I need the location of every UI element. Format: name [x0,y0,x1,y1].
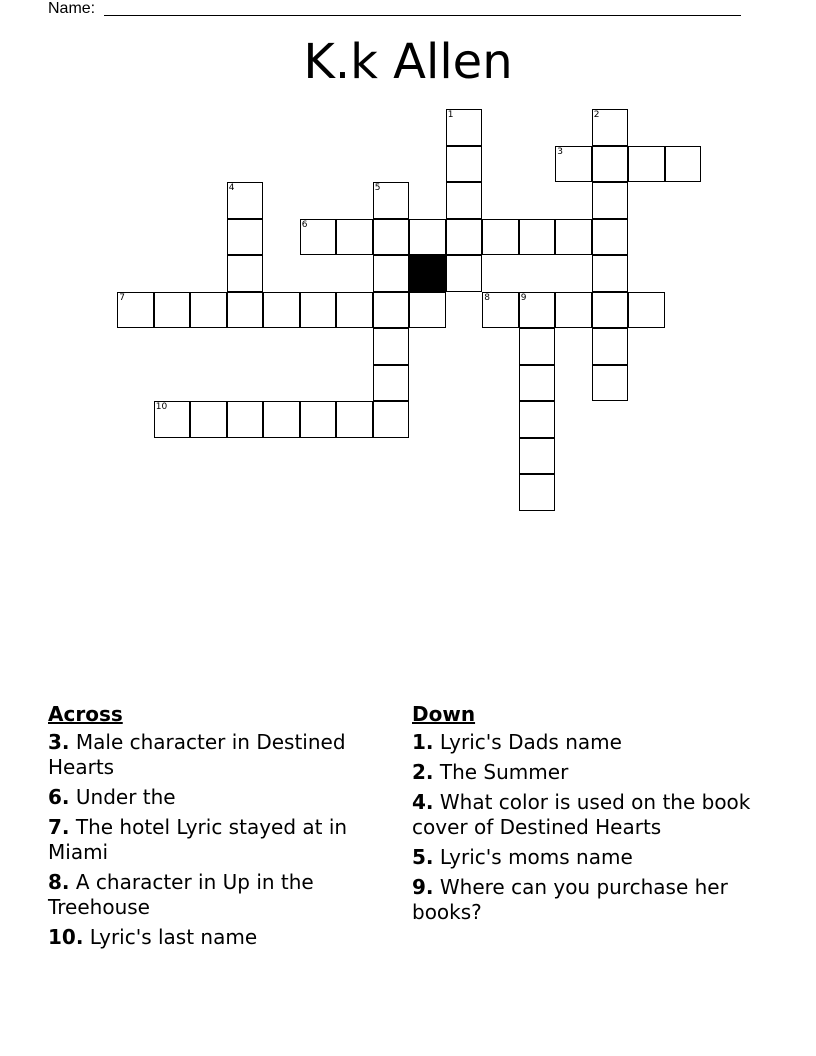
grid-cell[interactable] [227,292,264,329]
grid-cell[interactable] [263,401,300,438]
grid-cell[interactable] [300,292,337,329]
grid-cell[interactable] [555,146,592,183]
grid-cell[interactable] [446,255,483,292]
clue-number: 9. [412,875,434,899]
grid-cell[interactable] [592,146,629,183]
grid-cell[interactable] [592,292,629,329]
clue-item [412,875,772,925]
cell-number: 7 [119,292,125,303]
grid-cell[interactable] [482,292,519,329]
grid-cell[interactable] [446,219,483,256]
down-clues [412,702,772,930]
grid-cell[interactable] [482,219,519,256]
grid-cell[interactable] [373,365,410,402]
name-label: Name: [48,0,96,17]
grid-cell[interactable] [665,146,702,183]
clue-text: Lyric's Dads name [439,730,622,754]
grid-cell[interactable] [373,219,410,256]
grid-cell[interactable] [336,292,373,329]
clue-item [48,730,378,780]
grid-cell[interactable] [227,182,264,219]
clue-item [48,870,378,920]
grid-cell[interactable] [373,255,410,292]
grid-cell[interactable] [154,292,191,329]
grid-cell[interactable] [227,219,264,256]
cell-number: 5 [374,183,381,194]
clue-item [412,845,772,870]
clue-text: Male character in Destined Hearts [48,730,346,779]
grid-cell[interactable] [519,365,556,402]
across-clue-list [48,730,378,950]
grid-cell[interactable] [519,219,556,256]
grid-cell[interactable] [519,474,556,511]
grid-cell[interactable] [446,146,483,183]
clue-number: 5. [412,845,434,869]
clue-item [412,790,772,840]
clue-number: 10. [48,925,84,949]
clue-text: The hotel Lyric stayed at in Miami [48,815,348,864]
grid-cell[interactable] [227,255,264,292]
clue-item [48,925,378,950]
clue-number: 2. [412,760,434,784]
grid-cell[interactable] [336,219,373,256]
grid-cell[interactable] [190,401,227,438]
grid-cell[interactable] [373,182,410,219]
grid-cell[interactable] [592,328,629,365]
clue-item [48,815,378,865]
cell-number: 10 [155,402,168,413]
grid-cell[interactable] [555,219,592,256]
grid-cell[interactable] [555,292,592,329]
grid-cell[interactable] [373,292,410,329]
down-heading: Down [412,702,476,726]
page-title: K.k Allen [303,34,513,90]
grid-cell[interactable] [227,401,264,438]
down-clue-list [412,730,772,925]
clue-number: 3. [48,730,70,754]
cell-number: 4 [228,183,235,194]
grid-cell[interactable] [592,255,629,292]
cell-number: 8 [484,292,490,303]
clue-text: Where can you purchase her books? [412,875,728,924]
grid-cell[interactable] [154,401,191,438]
grid-cell[interactable] [263,292,300,329]
grid-cell[interactable] [592,365,629,402]
clue-number: 4. [412,790,434,814]
cell-number: 3 [557,146,563,157]
clue-text: Under the [75,785,176,809]
cell-number: 2 [593,110,600,121]
clue-item [48,785,378,810]
clue-number: 1. [412,730,434,754]
grid-cell[interactable] [628,146,665,183]
clue-text: Lyric's last name [89,925,258,949]
clue-text: Lyric's moms name [439,845,633,869]
clue-item [412,760,772,785]
grid-cell[interactable] [519,328,556,365]
clue-text: A character in Up in the Treehouse [48,870,314,919]
cell-number: 9 [520,292,527,303]
clue-text: What color is used on the book cover of Destined Hearts [412,790,751,839]
grid-cell[interactable] [190,292,227,329]
clue-number: 6. [48,785,70,809]
grid-cell[interactable] [373,401,410,438]
grid-cell[interactable] [628,292,665,329]
clue-item [412,730,772,755]
grid-cell[interactable] [117,292,154,329]
grid-cell[interactable] [519,292,556,329]
grid-cell[interactable] [446,182,483,219]
grid-cell[interactable] [519,438,556,475]
grid-cell[interactable] [592,219,629,256]
grid-cell[interactable] [300,219,337,256]
cell-number: 6 [301,219,308,230]
grid-cell[interactable] [409,292,446,329]
across-heading: Across [48,702,123,726]
clue-number: 8. [48,870,70,894]
grid-cell[interactable] [300,401,337,438]
grid-cell[interactable] [336,401,373,438]
grid-cell[interactable] [592,182,629,219]
clue-number: 7. [48,815,70,839]
grid-cell[interactable] [409,219,446,256]
black-cell [409,255,446,292]
cell-number: 1 [447,110,454,121]
across-clues [48,702,378,955]
clue-text: The Summer [439,760,569,784]
grid-cell[interactable] [446,109,483,146]
grid-cell[interactable] [373,328,410,365]
grid-cell[interactable] [592,109,629,146]
grid-cell[interactable] [519,401,556,438]
